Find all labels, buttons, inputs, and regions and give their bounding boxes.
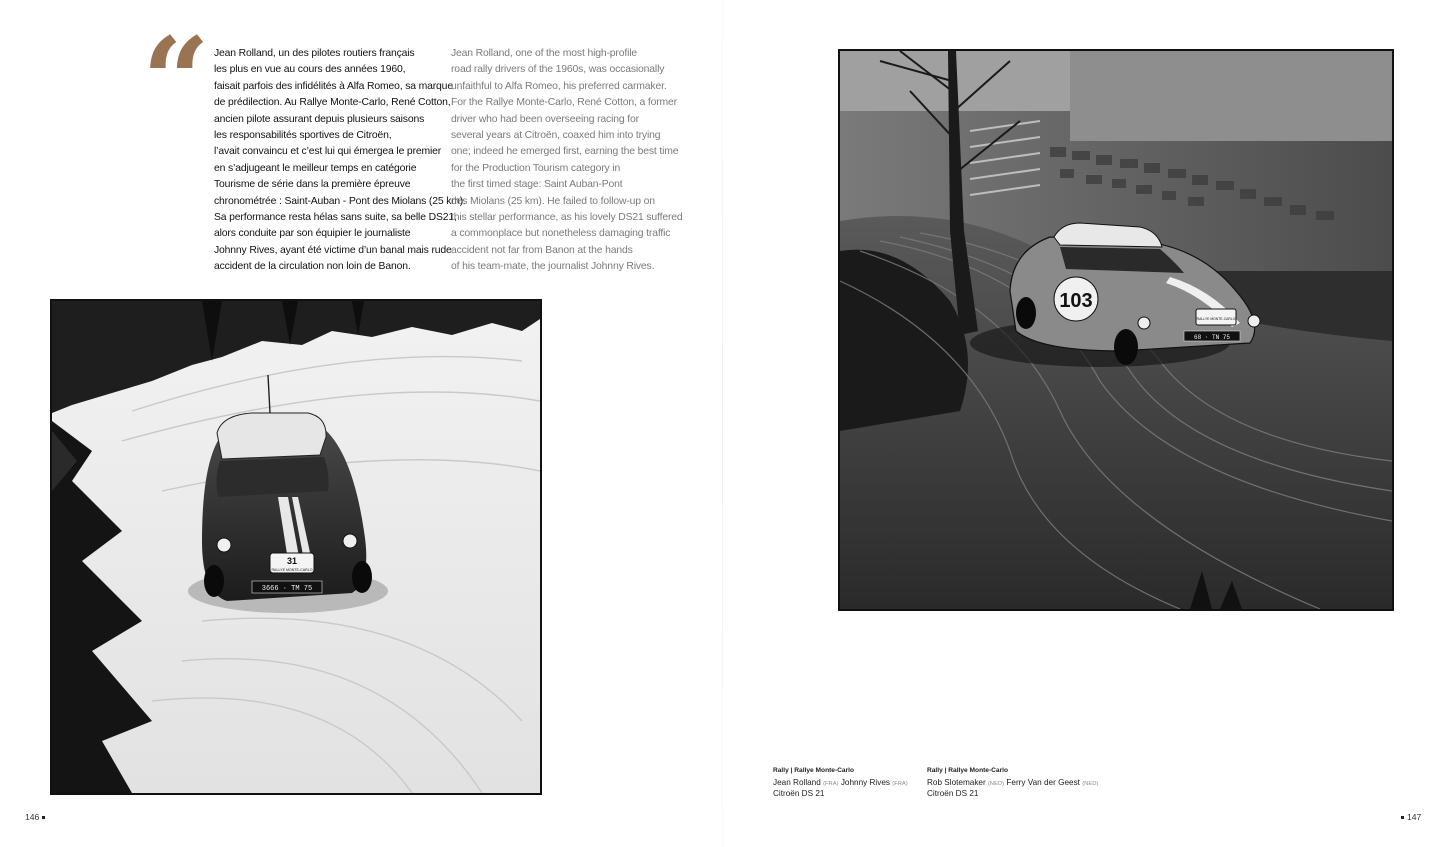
page-number-text: 146 (25, 812, 40, 822)
quote-mark: “ (142, 11, 204, 150)
french-text-column (214, 46, 466, 276)
license-plate-label: 3666 · TM 75 (261, 585, 313, 593)
text-line: several years at Citroën, coaxed him into trying (451, 130, 661, 142)
text-line: accident de la circulation non loin de Banon. (214, 261, 411, 273)
caption-driver: Rob Slotemaker (927, 777, 986, 787)
folio-dot (1401, 816, 1404, 819)
text-line: accident not far from Banon at the hands (451, 244, 633, 256)
text-line: des Miolans (25 km). He failed to follow-up on (451, 195, 655, 207)
text-line: a commonplace but nonetheless damaging traffic (451, 228, 671, 240)
text-line: Jean Rolland, un des pilotes routiers français (214, 48, 415, 59)
text-line: unfaithful to Alfa Romeo, his preferred carmaker. (451, 80, 667, 92)
text-line: les responsabilités sportives de Citroën, (214, 130, 392, 142)
race-number-label: 103 (1059, 290, 1093, 312)
text-line: this stellar performance, as his lovely DS21 suffered (451, 212, 683, 224)
text-line: Jean Rolland, one of the most high-profile (451, 48, 638, 59)
text-line: Tourisme de série dans la première épreuve (214, 179, 411, 191)
caption-car: Citroën DS 21 (773, 789, 825, 798)
text-line: les plus en vue au cours des années 1960, (214, 64, 406, 76)
page-number-left (25, 812, 48, 822)
license-plate-label: 68 · TN 75 (1193, 334, 1231, 341)
text-line: faisait parfois des infidélités à Alfa Romeo, sa marque (214, 80, 453, 92)
text-line: ancien pilote assurant depuis plusieurs saisons (214, 113, 425, 125)
caption-event: Rallye Monte-Carlo (948, 767, 1009, 774)
caption-nationality: (FRA) (892, 780, 908, 787)
text-line: l’avait convaincu et c’est lui qui émergea le premier (214, 146, 442, 158)
caption-crew (773, 778, 908, 790)
caption-category: Rally (773, 767, 789, 774)
caption-codriver: Ferry Van der Geest (1006, 777, 1080, 787)
rally-plate-label: RALLYE MONTE-CARLO (1196, 317, 1236, 321)
caption-separator: | (790, 767, 795, 774)
race-number-label: 31 (286, 556, 298, 566)
caption-nationality: (FRA) (823, 780, 839, 787)
text-line: alors conduite par son équipier le journaliste (214, 228, 411, 240)
photo-caption (773, 766, 908, 800)
text-line: Johnny Rives, ayant été victime d’un banal mais rude (214, 244, 452, 256)
caption-crew (927, 778, 1098, 790)
english-text-column (451, 46, 683, 276)
rally-plate-label: RALLYE MONTE-CARLO (271, 568, 313, 572)
caption-separator: | (944, 767, 949, 774)
photo-dirt-hairpin (838, 49, 1394, 611)
caption-nationality: (NED) (988, 780, 1005, 787)
caption-car: Citroën DS 21 (927, 789, 979, 798)
caption-codriver: Johnny Rives (840, 777, 890, 787)
page-number-text: 147 (1407, 812, 1422, 822)
folio-dot (42, 816, 45, 819)
photo-snow-hairpin (50, 299, 542, 795)
text-line: driver who had been overseeing racing for (451, 113, 639, 125)
caption-heading (773, 766, 908, 777)
text-line: one; indeed he emerged first, earning the best time (451, 146, 679, 158)
photo-caption (927, 766, 1098, 800)
text-line: For the Rallye Monte-Carlo, René Cotton, a former (451, 97, 677, 109)
page-number-right (1398, 812, 1421, 822)
caption-nationality: (NED) (1082, 780, 1099, 787)
text-line: the first timed stage: Saint Auban-Pont (451, 179, 623, 191)
text-line: de prédilection. Au Rallye Monte-Carlo, René Cotton, (214, 97, 451, 109)
text-line: en s’adjugeant le meilleur temps en catégorie (214, 162, 417, 174)
book-gutter (722, 0, 723, 847)
text-line: chronométrée : Saint-Auban - Pont des Miolans (25 km). (214, 195, 466, 207)
caption-driver: Jean Rolland (773, 777, 821, 787)
text-line: for the Production Tourism category in (451, 162, 621, 174)
caption-category: Rally (927, 767, 943, 774)
caption-heading (927, 766, 1098, 777)
text-line: Sa performance resta hélas sans suite, sa belle DS21, (214, 212, 457, 224)
caption-event: Rallye Monte-Carlo (794, 767, 855, 774)
text-line: of his team-mate, the journalist Johnny Rives. (451, 261, 655, 273)
text-line: road rally drivers of the 1960s, was occasionally (451, 64, 665, 76)
